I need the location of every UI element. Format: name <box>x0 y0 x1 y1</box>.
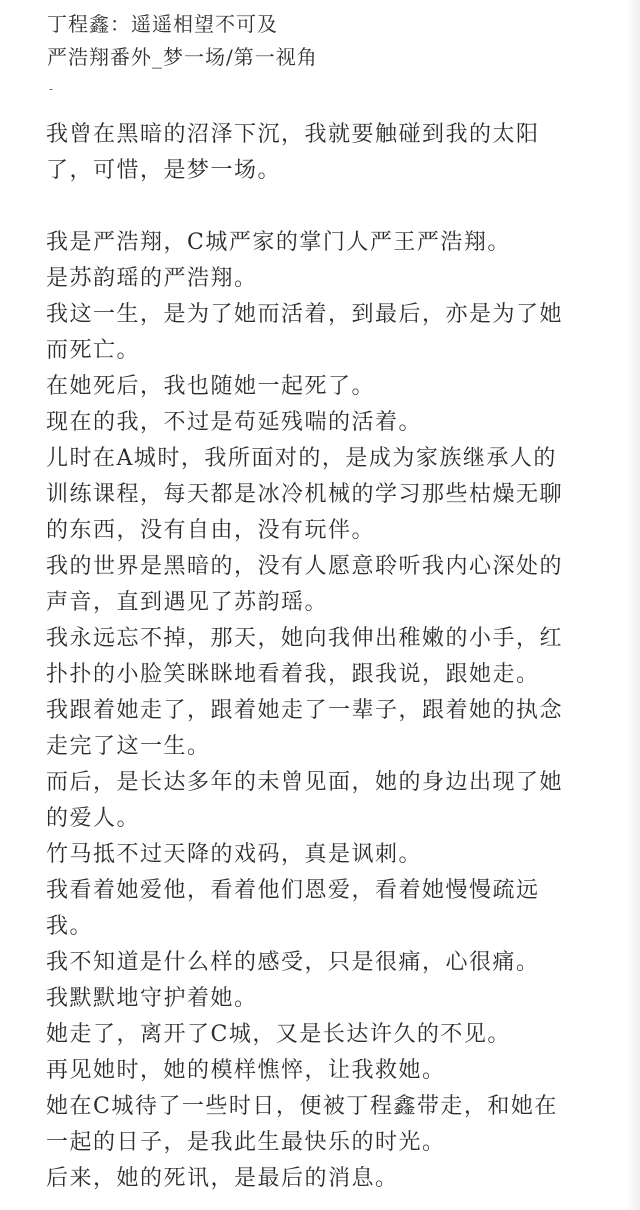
text-line: 的爱人。 <box>46 806 141 831</box>
text-line: 训练课程，每天都是冰冷机械的学习那些枯燥无聊 <box>46 482 564 507</box>
text-line: 而死亡。 <box>46 338 141 363</box>
story-body <box>46 117 606 1197</box>
text-line: 走完了这一生。 <box>46 734 211 759</box>
text-line: 后来，她的死讯，是最后的消息。 <box>46 1166 399 1191</box>
text-line: 我。 <box>46 914 94 939</box>
text-line: 是苏韵瑶的严浩翔。 <box>46 266 258 291</box>
text-line: 儿时在A城时，我所面对的，是成为家族继承人的 <box>46 446 557 471</box>
text-line: 我默默地守护着她。 <box>46 986 258 1011</box>
text-line: 现在的我，不过是苟延残喘的活着。 <box>46 410 423 435</box>
page-edge-shadow <box>626 0 640 1210</box>
text-line: 我永远忘不掉，那天，她向我伸出稚嫩的小手，红 <box>46 626 564 651</box>
text-line: 我的世界是黑暗的，没有人愿意聆听我内心深处的 <box>46 554 564 579</box>
text-line: 声音，直到遇见了苏韵瑶。 <box>46 590 329 615</box>
text-line: 我看着她爱他，看着他们恩爱，看着她慢慢疏远 <box>46 878 540 903</box>
text-line: 我是严浩翔，C城严家的掌门人严王严浩翔。 <box>46 230 511 255</box>
text-line: 竹马抵不过天降的戏码，真是讽刺。 <box>46 842 423 867</box>
text-line: 而后，是长达多年的未曾见面，她的身边出现了她 <box>46 770 564 795</box>
text-line: 扑扑的小脸笑眯眯地看着我，跟我说，跟她走。 <box>46 662 540 687</box>
text-line: 我曾在黑暗的沼泽下沉，我就要触碰到我的太阳 <box>46 122 540 147</box>
chapter-subtitle: 严浩翔番外_梦一场/第一视角 <box>47 45 318 69</box>
text-line: 我这一生，是为了她而活着，到最后，亦是为了她 <box>46 302 564 327</box>
text-line: 一起的日子，是我此生最快乐的时光。 <box>46 1130 446 1155</box>
text-line: 再见她时，她的模样憔悴，让我救她。 <box>46 1058 446 1083</box>
blank-line <box>46 189 606 225</box>
text-line: 她在C城待了一些时日，便被丁程鑫带走，和她在 <box>46 1094 558 1119</box>
text-line: 我跟着她走了，跟着她走了一辈子，跟着她的执念 <box>46 698 564 723</box>
header <box>47 8 627 74</box>
text-line: 我不知道是什么样的感受，只是很痛，心很痛。 <box>46 950 540 975</box>
text-line: 她走了，离开了C城，又是长达许久的不见。 <box>46 1022 511 1047</box>
text-line: 的东西，没有自由，没有玩伴。 <box>46 518 376 543</box>
chapter-title: 丁程鑫：遥遥相望不可及 <box>47 12 278 36</box>
section-marker: - <box>49 82 54 96</box>
text-line: 了，可惜，是梦一场。 <box>46 158 282 183</box>
text-line: 在她死后，我也随她一起死了。 <box>46 374 376 399</box>
